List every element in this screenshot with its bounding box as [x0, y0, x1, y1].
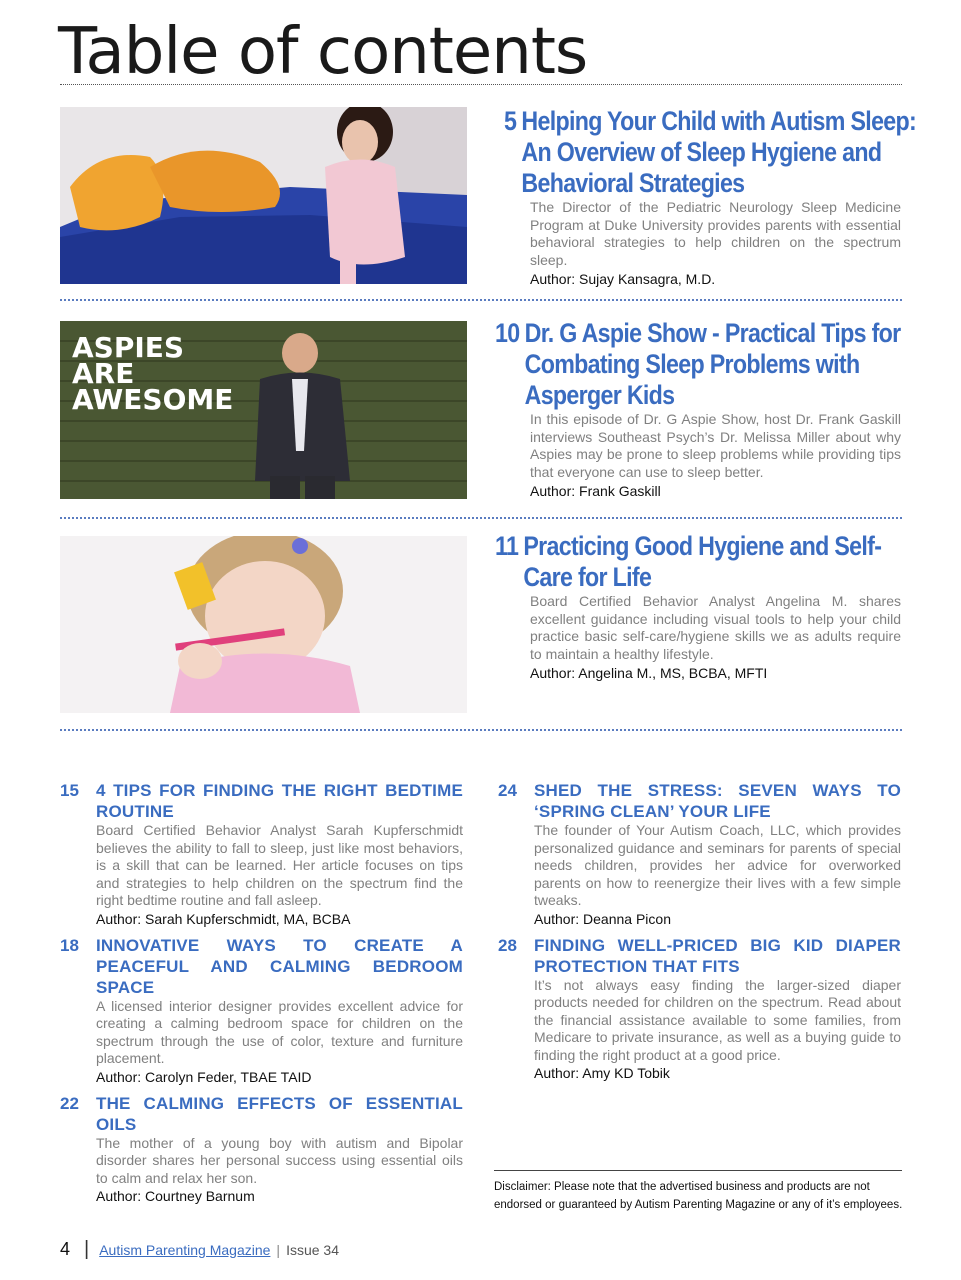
toc-title: FINDING WELL-PRICED BIG KID DIAPER PROTECTION THAT FITS: [534, 935, 901, 976]
disclaimer: Disclaimer: Please note that the advertised business and products are not endorsed or guaranteed by Autism Parenting Magazine or any of it’s employees.: [494, 1181, 903, 1211]
feature-page-number: 10: [495, 318, 520, 348]
feature-item: [495, 531, 902, 681]
toc-page-number: 18: [60, 935, 79, 955]
feature-page-number: 11: [495, 531, 519, 561]
toc-item[interactable]: [60, 1093, 463, 1207]
image-text-aspies: ASPIES: [72, 331, 185, 364]
feature-item: [495, 318, 902, 499]
toc-author: Author: Courtney Barnum: [96, 1188, 255, 1204]
toc-page-number: 28: [498, 935, 517, 955]
toc-item[interactable]: [60, 780, 463, 929]
footer-divider: |: [84, 1238, 90, 1260]
toc-author: Author: Carolyn Feder, TBAE TAID: [96, 1068, 312, 1085]
feature-title: Dr. G Aspie Show - Practical Tips for Combating Sleep Problems with Asperger Kids: [524, 318, 901, 410]
toc-description: Board Certified Behavior Analyst Sarah Kupferschmidt believes the ability to fall to sleep, just like most behaviors, is a skill that can be learned. Her article focuses on tips and strategies to help children on the spectrum find the right bedtime routine and fall asleep.: [96, 822, 463, 908]
toc-page-number: 24: [498, 781, 517, 800]
toc-description: The founder of Your Autism Coach, LLC, which provides personalized guidance and seminars for parents of special needs children, provides her advice for overworked parents on how to reenergize their lives with a few simple tweaks.: [534, 822, 901, 908]
page-footer: [60, 1238, 339, 1261]
toc-left-column: [60, 780, 463, 1212]
toc-page-number: 15: [60, 781, 79, 800]
issue-label: Issue 34: [286, 1241, 339, 1258]
title-divider: [60, 84, 902, 85]
toc-title: INNOVATIVE WAYS TO CREATE A PEACEFUL AND CALMING BEDROOM SPACE: [96, 935, 463, 997]
feature-title: Practicing Good Hygiene and Self-Care for Life: [523, 531, 882, 592]
feature-description: In this episode of Dr. G Aspie Show, host Dr. Frank Gaskill interviews Southeast Psych’s Dr. Melissa Miller about why Aspies may be prone to sleep problems while providing tips that everyone can use to sleep better.: [530, 411, 901, 480]
feature-item: [504, 106, 917, 287]
feature-heading[interactable]: [495, 531, 908, 593]
toc-item[interactable]: [498, 780, 901, 929]
feature-description: Board Certified Behavior Analyst Angelina M. shares excellent guidance including visual tools to help your child practice basic self-care/hygiene skills we as adults require to maintain a healthy lifestyle.: [530, 593, 901, 662]
magazine-link[interactable]: Autism Parenting Magazine: [99, 1241, 271, 1258]
toc-author: Author: Amy KD Tobik: [534, 1065, 670, 1081]
toc-item[interactable]: [498, 935, 901, 1084]
image-text-awesome: AWESOME: [72, 383, 234, 416]
feature-title: Helping Your Child with Autism Sleep: An Overview of Sleep Hygiene and Behavioral Strategies: [521, 106, 917, 198]
toc-right-column: [498, 780, 901, 1089]
feature-heading[interactable]: [504, 106, 917, 199]
feature-author: Author: Sujay Kansagra, M.D.: [530, 271, 716, 287]
toc-author: Author: Deanna Picon: [534, 910, 671, 927]
section-divider: [60, 517, 902, 519]
feature-author: Author: Frank Gaskill: [530, 483, 661, 499]
section-divider: [60, 729, 902, 731]
toc-description: It’s not always easy finding the larger-sized diaper products needed for children on the spectrum. Read about the financial assistance available to some families, from Medicare to private insurance, as well as a buying guide to finding the right product at a good price.: [534, 976, 901, 1063]
toc-page-number: 22: [60, 1093, 79, 1113]
feature-heading[interactable]: [495, 318, 908, 411]
toc-title: THE CALMING EFFECTS OF ESSENTIAL OILS: [96, 1093, 463, 1134]
section-divider: [60, 299, 902, 301]
image-text-are: ARE: [72, 357, 135, 390]
footer-separator: |: [276, 1241, 281, 1258]
feature-page-number: 5: [504, 106, 517, 136]
toc-title: 4 TIPS FOR FINDING THE RIGHT BEDTIME ROUTINE: [96, 781, 463, 821]
toc-author: Author: Sarah Kupferschmidt, MA, BCBA: [96, 910, 351, 927]
disclaimer-rule: [494, 1170, 902, 1171]
feature-image-toothbrush: [60, 536, 467, 713]
feature-image-child-bed: [60, 107, 467, 284]
toc-description: The mother of a young boy with autism and Bipolar disorder shares her personal success using essential oils to calm and relax her son.: [96, 1134, 463, 1186]
feature-author: Author: Angelina M., MS, BCBA, MFTI: [530, 665, 768, 681]
page-title: Table of contents: [58, 15, 588, 89]
feature-image-aspie-show: [60, 321, 467, 499]
toc-title: SHED THE STRESS: SEVEN WAYS TO ‘SPRING CLEAN’ YOUR LIFE: [534, 781, 901, 821]
page-number: 4: [60, 1239, 71, 1259]
toc-item[interactable]: [60, 935, 463, 1087]
feature-description: The Director of the Pediatric Neurology Sleep Medicine Program at Duke University provides parents with essential behavioral strategies to help children on the spectrum sleep.: [530, 199, 901, 268]
toc-description: A licensed interior designer provides excellent advice for creating a calming bedroom space for children on the spectrum through the use of color, texture and furniture placement.: [96, 997, 463, 1066]
